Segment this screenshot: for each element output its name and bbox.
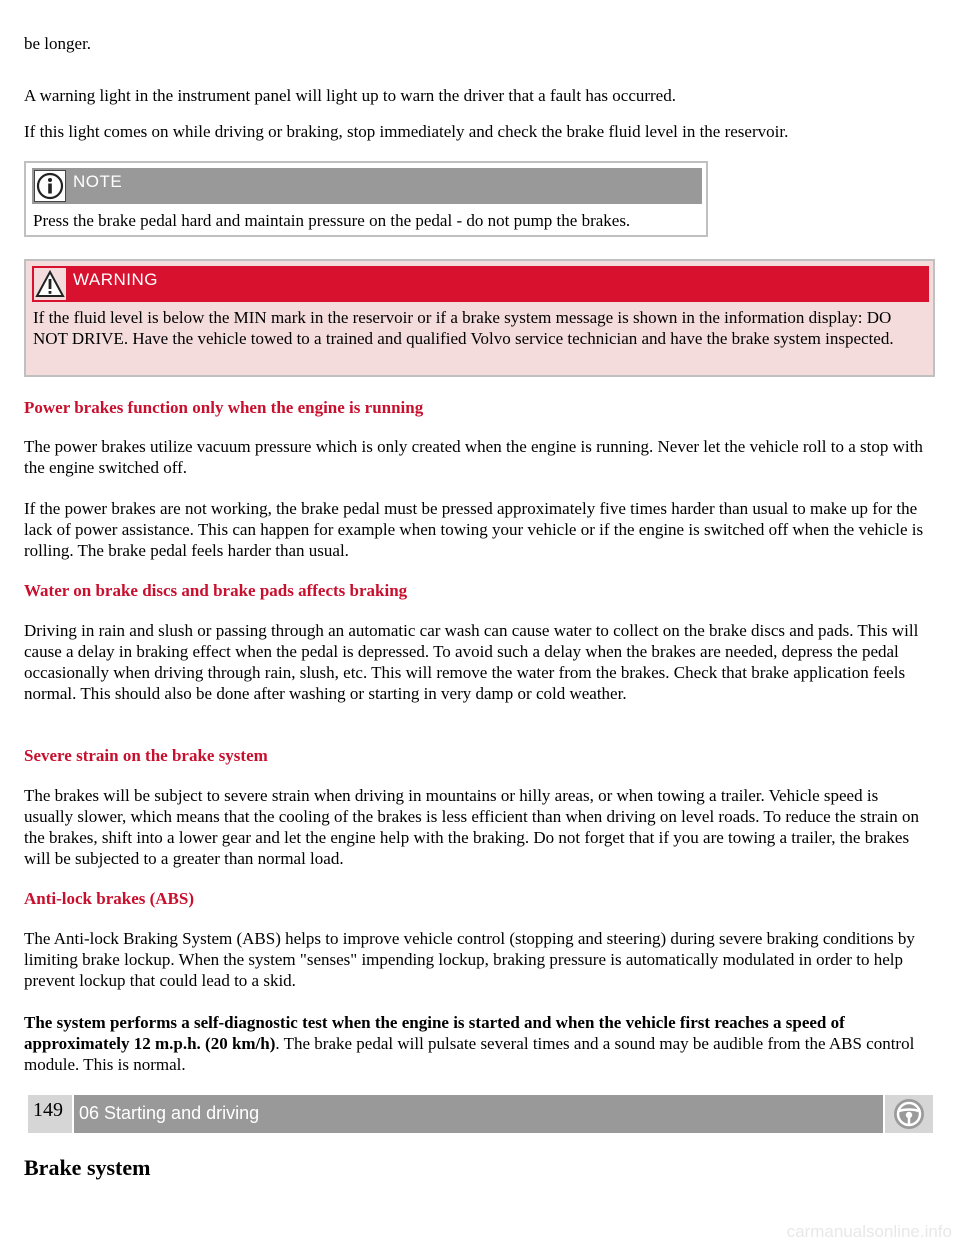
info-icon <box>34 170 66 202</box>
paragraph-power-brakes-vacuum: The power brakes utilize vacuum pressure which is only created when the engine is running. Never let the vehicle roll to a stop with the engine switched off. <box>24 437 923 477</box>
note-title: NOTE <box>73 172 123 191</box>
watermark: carmanualsonline.info <box>786 1222 952 1241</box>
paragraph-abs: The Anti-lock Braking System (ABS) helps to improve vehicle control (stopping and steering) during severe braking conditions by limiting brake lockup. When the system "senses" impending lockup, braking pressure is automatically modulated in order to help prevent lockup that could lead to a skid. <box>24 929 915 990</box>
warning-box <box>24 259 935 377</box>
paragraph-warning-light: A warning light in the instrument panel will light up to warn the driver that a fault has occurred. <box>24 86 676 105</box>
chapter-title: 06 Starting and driving <box>79 1103 260 1123</box>
paragraph-water-on-brakes: Driving in rain and slush or passing through an automatic car wash can cause water to collect on the brake discs and pads. This will cause a delay in braking effect when the pedal is depressed. To avoid such a delay when the brakes are needed, depress the pedal occasionally when driving through rain, slush, etc. This will remove the water from the brakes. Check that brake application feels normal. This should also be done after washing or starting in very damp or cold weather. <box>24 621 919 703</box>
note-text: Press the brake pedal hard and maintain pressure on the pedal - do not pump the brakes. <box>33 211 631 230</box>
paragraph-be-longer: be longer. <box>24 34 92 53</box>
note-box <box>24 161 708 237</box>
abs-self-test-bold: The system performs a self-diagnostic test when the engine is started and when the vehicle first reaches a speed of approximately 12 m.p.h. (20 km/h) <box>24 1013 845 1053</box>
paragraph-abs-self-test <box>24 1012 929 1075</box>
heading-power-brakes: Power brakes function only when the engine is running <box>24 398 424 417</box>
paragraph-stop-check-fluid: If this light comes on while driving or braking, stop immediately and check the brake fluid level in the reservoir. <box>24 122 789 141</box>
heading-severe-strain: Severe strain on the brake system <box>24 746 268 765</box>
note-header <box>32 168 702 204</box>
page-number: 149 <box>33 1099 63 1121</box>
page-number-cell <box>28 1095 72 1133</box>
paragraph-severe-strain: The brakes will be subject to severe strain when driving in mountains or hilly areas, or when towing a trailer. Vehicle speed is usually slower, which means that the cooling of the brakes is less efficient than when driving on level roads. To reduce the strain on the brakes, shift into a lower gear and let the engine help with the braking. Do not forget that if you are towing a trailer, the brakes will be subjected to a greater than normal load. <box>24 786 919 868</box>
chapter-footer-bar <box>24 1095 933 1133</box>
abs-self-test-rest: . The brake pedal will pulsate several times and a sound may be audible from the ABS control module. This is normal. <box>24 1034 915 1074</box>
paragraph-power-brakes-not-working: If the power brakes are not working, the brake pedal must be pressed approximately five times harder than usual to make up for the lack of power assistance. This can happen for example when towing your vehicle or if the engine is switched off when the vehicle is rolling. The brake pedal feels harder than usual. <box>24 499 924 560</box>
chapter-title-cell <box>74 1095 883 1133</box>
warning-header <box>32 266 929 302</box>
heading-water-on-brakes: Water on brake discs and brake pads affects braking <box>24 581 408 600</box>
warning-triangle-icon <box>34 268 66 300</box>
steering-wheel-icon <box>885 1095 933 1133</box>
page-heading: Brake system <box>24 1155 151 1180</box>
warning-text: If the fluid level is below the MIN mark in the reservoir or if a brake system message is shown in the information display: DO NOT DRIVE. Have the vehicle towed to a trained and qualified Volvo service technician and have the brake system inspected. <box>33 308 894 348</box>
warning-title: WARNING <box>73 270 159 289</box>
heading-abs: Anti-lock brakes (ABS) <box>24 889 195 908</box>
